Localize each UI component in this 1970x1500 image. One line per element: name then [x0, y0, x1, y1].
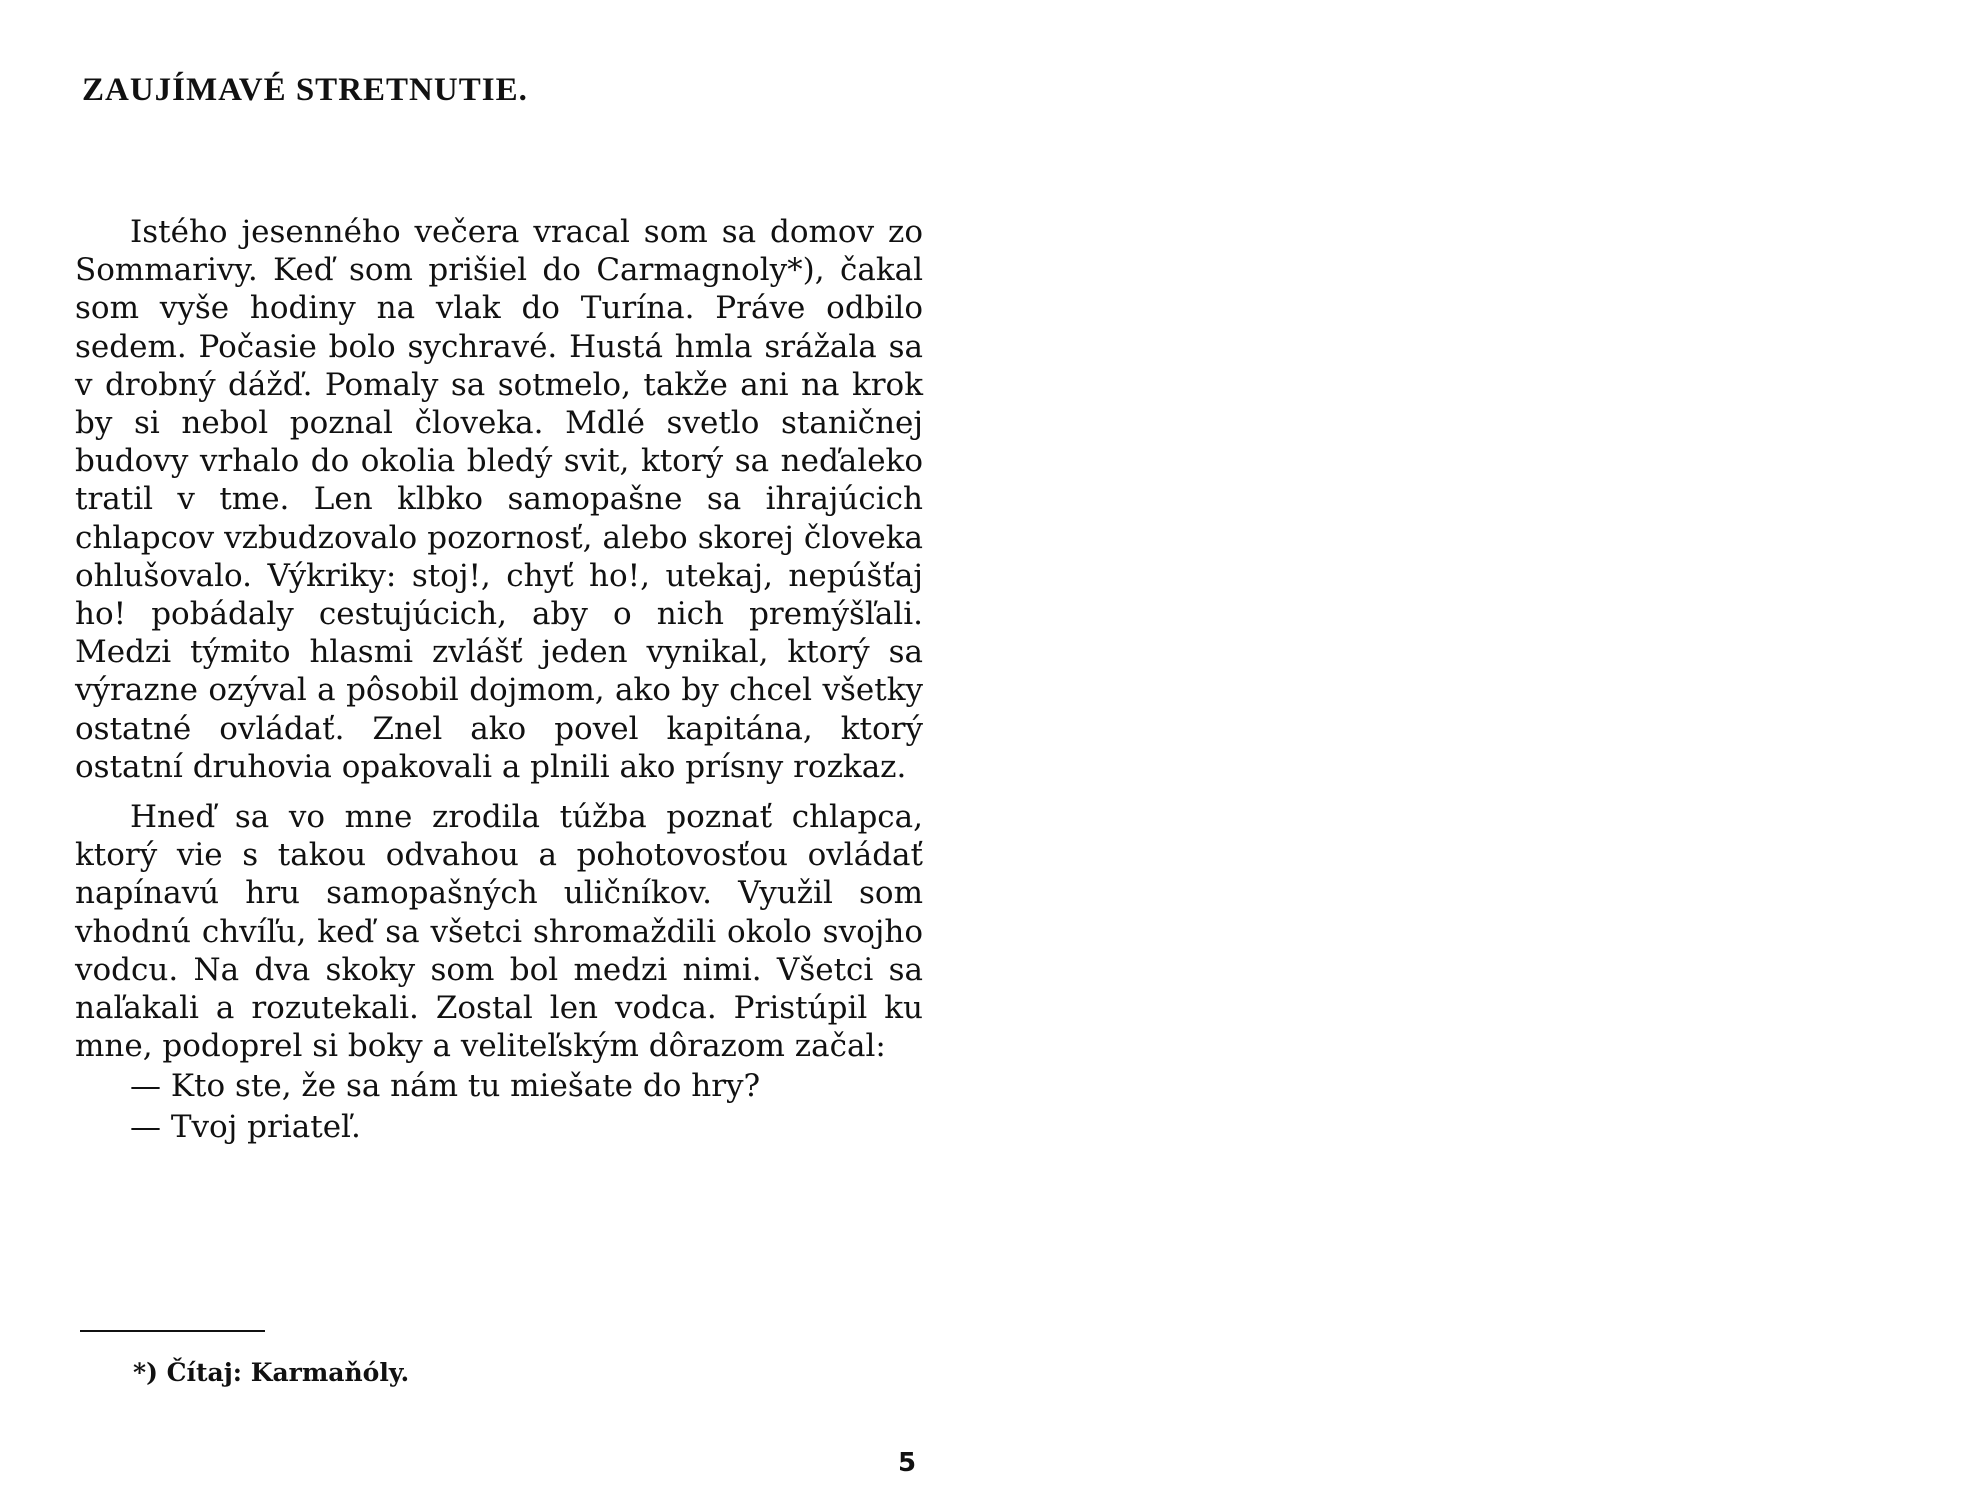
- chapter-title: ZAUJÍMAVÉ STRETNUTIE.: [82, 72, 528, 108]
- footnote: *) Čítaj: Karmaňóly.: [133, 1358, 410, 1387]
- right-page: [985, 0, 1970, 1500]
- dialogue-line: — Kto ste, že sa nám tu miešate do hry?: [130, 1068, 761, 1105]
- page-number: 5: [898, 1448, 917, 1478]
- left-page-text: [75, 213, 923, 1146]
- footnote-divider: [80, 1330, 265, 1332]
- paragraph: Istého jesenného večera vracal som sa domov zo Sommarivy. Keď som prišiel do Carmagnoly*), čakal som vyše hodiny na vlak do Turína. Práve odbilo sedem. Počasie bolo sychravé. Hustá hmla srážala sa v drobný dážď. Pomaly sa sotmelo, takže ani na krok by si nebol poznal človeka. Mdlé svetlo staničnej budovy vrhalo do okolia bledý svit, ktorý sa neďaleko tratil v tme. Len klbko samopašne sa ihrajúcich chlapcov vzbudzovalo pozornosť, alebo skorej človeka ohlušovalo. Výkriky: stoj!, chyť ho!, utekaj, nepúšťaj ho! pobádaly cestujúcich, aby o nich premýšľali. Medzi týmito hlasmi zvlášť jeden vynikal, ktorý sa výrazne ozýval a pôsobil dojmom, ako by chcel všetky ostatné ovládať. Znel ako povel kapitána, ktorý ostatní druhovia opakovali a plnili ako prísny rozkaz.: [75, 214, 923, 785]
- paragraph: Hneď sa vo mne zrodila túžba poznať chlapca, ktorý vie s takou odvahou a pohotovosťou ovládať napínavú hru samopašných uličníkov. Využil som vhodnú chvíľu, keď sa všetci shromaždili okolo svojho vodcu. Na dva skoky som bol medzi nimi. Všetci sa naľakali a rozutekali. Zostal len vodca. Pristúpil ku mne, podoprel si boky a veliteľským dôrazom začal:: [75, 799, 923, 1065]
- dialogue-line: — Tvoj priateľ.: [130, 1108, 361, 1145]
